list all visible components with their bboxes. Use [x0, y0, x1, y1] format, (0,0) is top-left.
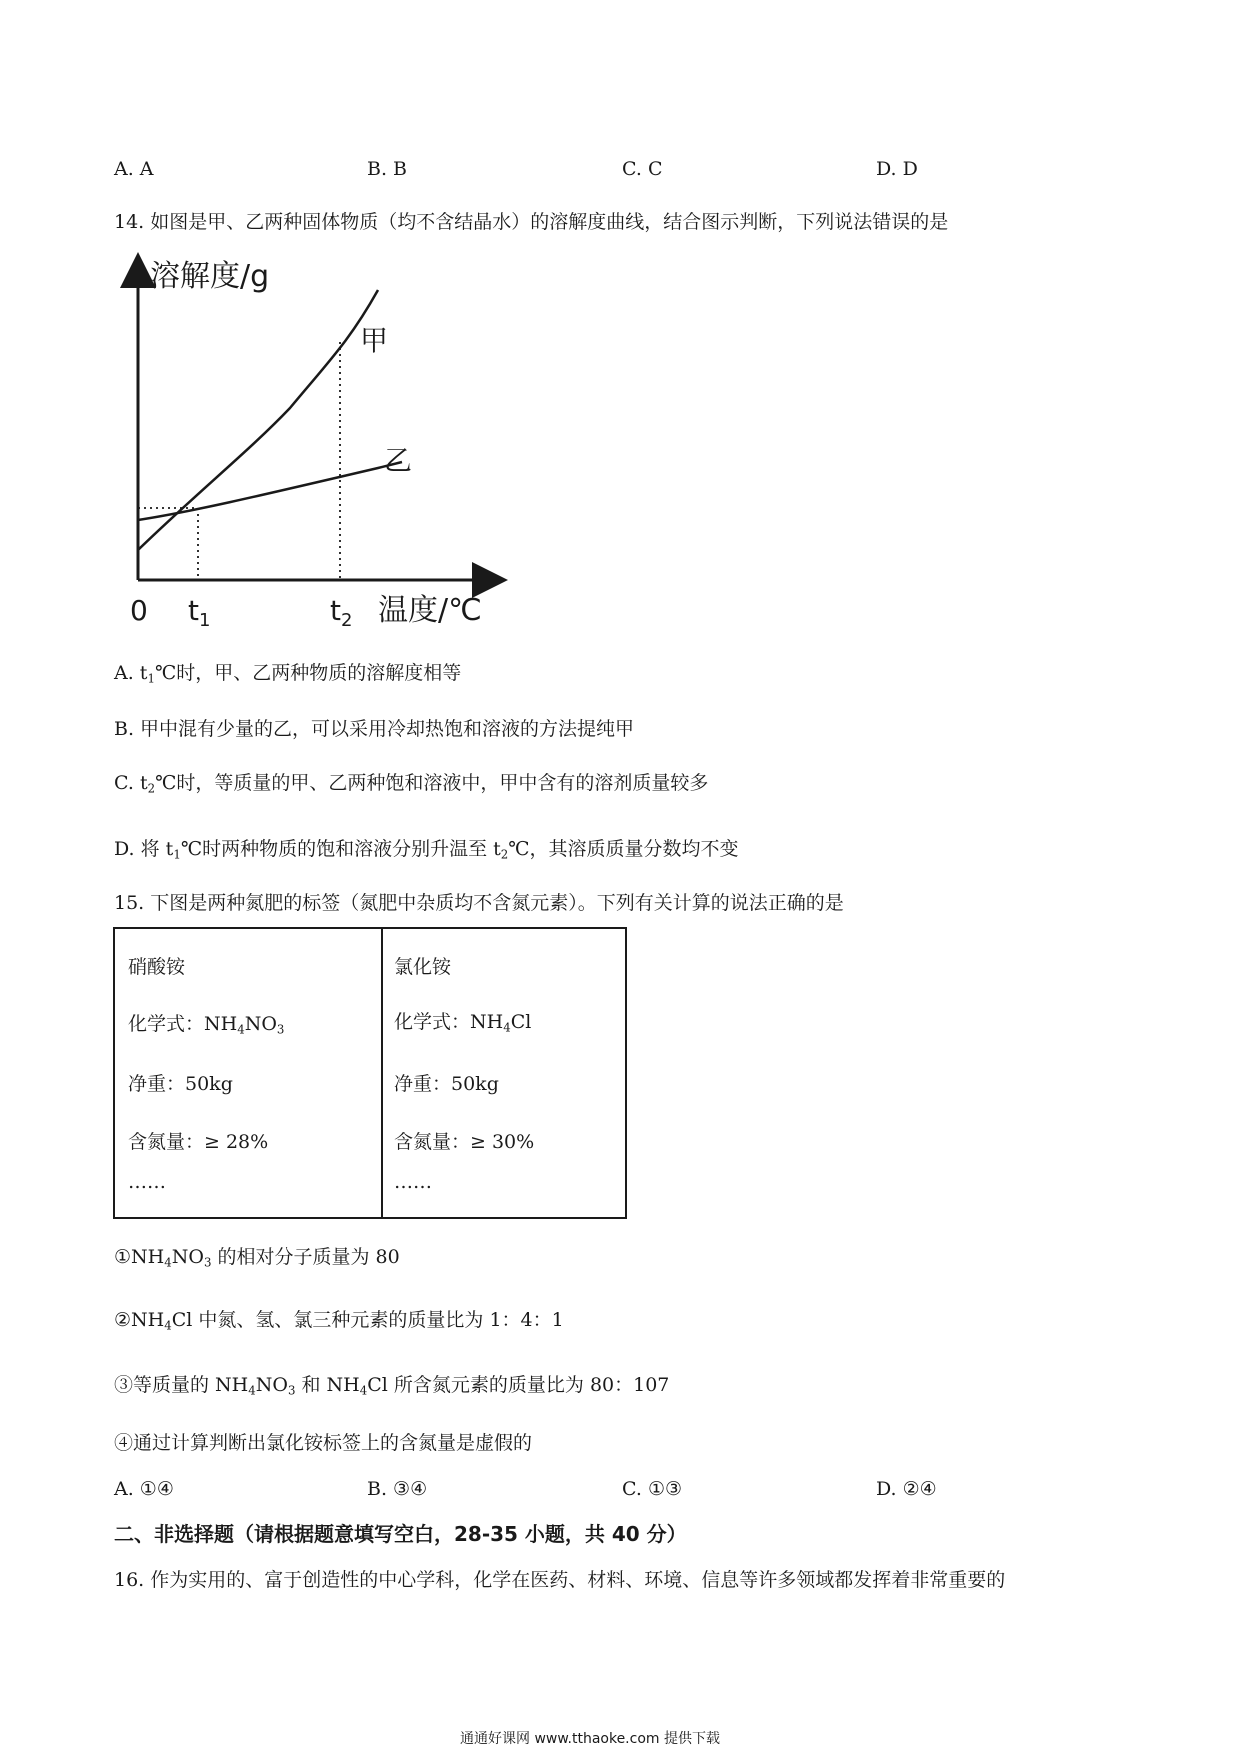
q15-statement-1: $①NH_4NO_3$ 的相对分子质量为 80 — [114, 1246, 400, 1270]
series-jia-label: 甲 — [360, 324, 389, 357]
y-axis-label: 溶解度/g — [150, 259, 270, 294]
q15-option-b: B. ③④ — [367, 1478, 428, 1500]
q15-option-d: D. ②④ — [876, 1478, 937, 1500]
section-2-title: 二、非选择题（请根据题意填写空白，28-35 小题，共 40 分） — [114, 1522, 687, 1546]
series-yi-label: 乙 — [384, 444, 413, 477]
q15-statement-4: ④通过计算判断出氯化铵标签上的含氮量是虚假的 — [114, 1432, 533, 1454]
label-name: 氯化铵 — [394, 956, 452, 978]
label-more: …… — [128, 1171, 166, 1193]
label-ammonium-chloride — [381, 929, 625, 1217]
fertilizer-label-table — [113, 927, 627, 1219]
x-tick-t2-sub: 2 — [340, 610, 353, 631]
label-nitrogen-content: 含氮量：≥ 28% — [128, 1131, 269, 1153]
x-tick-t2: $t_2$ — [330, 594, 353, 631]
q14-option-c: C. $t_2℃$时，等质量的甲、乙两种饱和溶液中，甲中含有的溶剂质量较多 — [114, 772, 709, 796]
label-ammonium-nitrate — [115, 929, 383, 1217]
q13-option-a: A. A — [114, 158, 154, 180]
label-formula: 化学式：$NH_4Cl$ — [394, 1011, 532, 1035]
q14-option-d: D. 将 $t_1℃$时两种物质的饱和溶液分别升温至 $t_2℃$，其溶质质量分数均不变 — [114, 838, 739, 862]
label-formula: 化学式：$NH_4NO_3$ — [128, 1013, 285, 1037]
q15-statement-2: $②NH_4Cl$ 中氮、氢、氯三种元素的质量比为 1：4：1 — [114, 1309, 564, 1333]
x-axis-label: 温度/℃ — [378, 593, 482, 628]
x-tick-t1: $t_1$ — [188, 594, 211, 631]
q15-option-a: A. ①④ — [114, 1478, 174, 1500]
label-more: …… — [394, 1171, 432, 1193]
q14-option-a: A. $t_1℃$时，甲、乙两种物质的溶解度相等 — [114, 662, 462, 686]
label-nitrogen-content: 含氮量：≥ 30% — [394, 1131, 535, 1153]
x-tick-t1-sub: 1 — [198, 610, 211, 631]
q15-option-c: C. ①③ — [622, 1478, 683, 1500]
q13-option-d: D. D — [876, 158, 918, 180]
page-footer: 通通好课网 www.tthaoke.com 提供下载 — [460, 1731, 720, 1747]
q14-stem: 14. 如图是甲、乙两种固体物质（均不含结晶水）的溶解度曲线，结合图示判断，下列说法错误的是 — [114, 211, 949, 233]
q13-option-c: C. C — [622, 158, 663, 180]
label-net-weight: 净重：50kg — [394, 1073, 499, 1095]
origin-label: 0 — [130, 594, 148, 627]
solubility-chart — [110, 250, 510, 635]
q14-option-b: B. 甲中混有少量的乙，可以采用冷却热饱和溶液的方法提纯甲 — [114, 718, 635, 740]
series-jia-curve — [138, 290, 378, 550]
label-net-weight: 净重：50kg — [128, 1073, 233, 1095]
q15-stem: 15. 下图是两种氮肥的标签（氮肥中杂质均不含氮元素）。下列有关计算的说法正确的是 — [114, 892, 844, 914]
q16-stem: 16. 作为实用的、富于创造性的中心学科，化学在医药、材料、环境、信息等许多领域都发挥着非常重要的 — [114, 1569, 1006, 1591]
q15-statement-3: ③等质量的 $NH_4NO_3$ 和 $NH_4Cl$ 所含氮元素的质量比为 80：107 — [114, 1374, 670, 1398]
label-name: 硝酸铵 — [128, 956, 186, 978]
q13-option-b: B. B — [367, 158, 408, 180]
